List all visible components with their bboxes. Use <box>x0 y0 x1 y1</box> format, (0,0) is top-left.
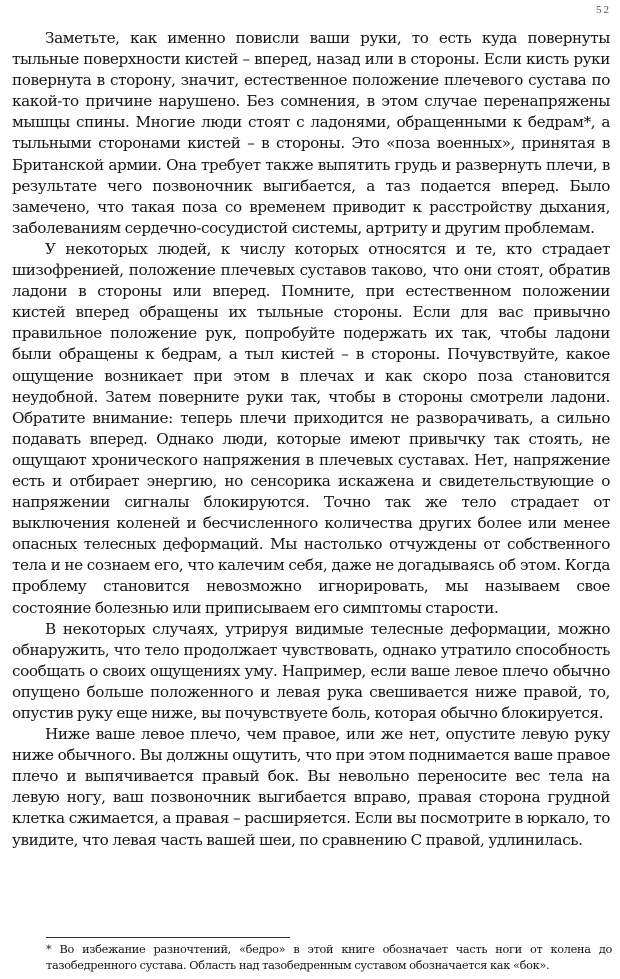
paragraph: Ниже ваше левое плечо, чем правое, или же нет, опустите левую руку ниже обычного. Вы должны ощутить, что при этом поднимается ваше правое плечо и выпячивается правый бок. Вы невольно переносите вес тела на левую ногу, ваш позвоночник выгибается вправо, правая сторона грудной клетка сжимается, а правая – расширяется. Если вы посмотрите в юркало, то увидите, что левая часть вашей шеи, по сравнению С правой, удлинилась. <box>12 725 610 849</box>
paragraph: У некоторых людей, к числу которых относятся и те, кто страдает шизофренией, положение плечевых суставов таково, что они стоят, обратив ладони в стороны или вперед. Помните, при естественном положении кистей вперед обращены их тыльные стороны. Если для вас привычно правильное положение рук, попробуйте подержать их так, чтобы ладони были обращены к бедрам, а тыл кистей – в стороны. Почувствуйте, какое ощущение возникает при этом в плечах и как скоро поза становится неудобной. Затем поверните руки так, чтобы в стороны смотрели ладони. Обратите внимание: теперь плечи приходится не разворачивать, а сильно подавать вперед. Однако люди, которые имеют привычку так стоять, не ощущают хронического напряжения в плечевых суставах. Нет, напряжение есть и отбирает энергию, но сенсорика искажена и свидетельствующие о напряжении сигналы блокируются. Точно так же тело страдает от выключения коленей и бесчисленного количества других более или менее опасных телесных деформаций. Мы настолько отчуждены от собственного тела и не сознаем его, что калечим себя, даже не догадываясь об этом. Когда проблему становится невозможно игнорировать, мы называем свое состояние болезнью или приписываем его симптомы старости. <box>12 239 610 617</box>
body-text <box>12 28 610 851</box>
footnote-divider <box>46 937 290 938</box>
paragraph: В некоторых случаях, утрируя видимые телесные деформации, можно обнаружить, что тело продолжает чувствовать, однако утратило способность сообщать о своих ощущениях уму. Например, если ваше левое плечо обычно опущено больше положенного и левая рука свешивается ниже правой, то, опустив руку еще ниже, вы почувствуете боль, которая обычно блокируется. <box>12 619 610 722</box>
footnote: * Во избежание разночтений, «бедро» в этой книге обозначает часть ноги от колена до тазобедренного сустава. Область над тазобедренным суставом обозначается как «бок». <box>46 943 612 972</box>
paragraph: Заметьте, как именно повисли ваши руки, то есть куда повернуты тыльные поверхности кистей – вперед, назад или в стороны. Если кисть руки повернута в сторону, значит, естественное положение плечевого сустава по какой-то причине нарушено. Без сомнения, в этом случае перенапряжены мышцы спины. Многие люди стоят с ладонями, обращенными к бедрам*, а тыльными сторонами кистей – в стороны. Это «поза военных», принятая в Британской армии. Она требует также выпятить грудь и развернуть плечи, в результате чего позвоночник выгибается, а таз подается вперед. Было замечено, что такая поза со временем приводит к расстройству дыхания, заболеваниям сердечно-сосудистой системы, артриту и другим проблемам. <box>12 29 610 237</box>
page-number: 52 <box>596 4 611 16</box>
